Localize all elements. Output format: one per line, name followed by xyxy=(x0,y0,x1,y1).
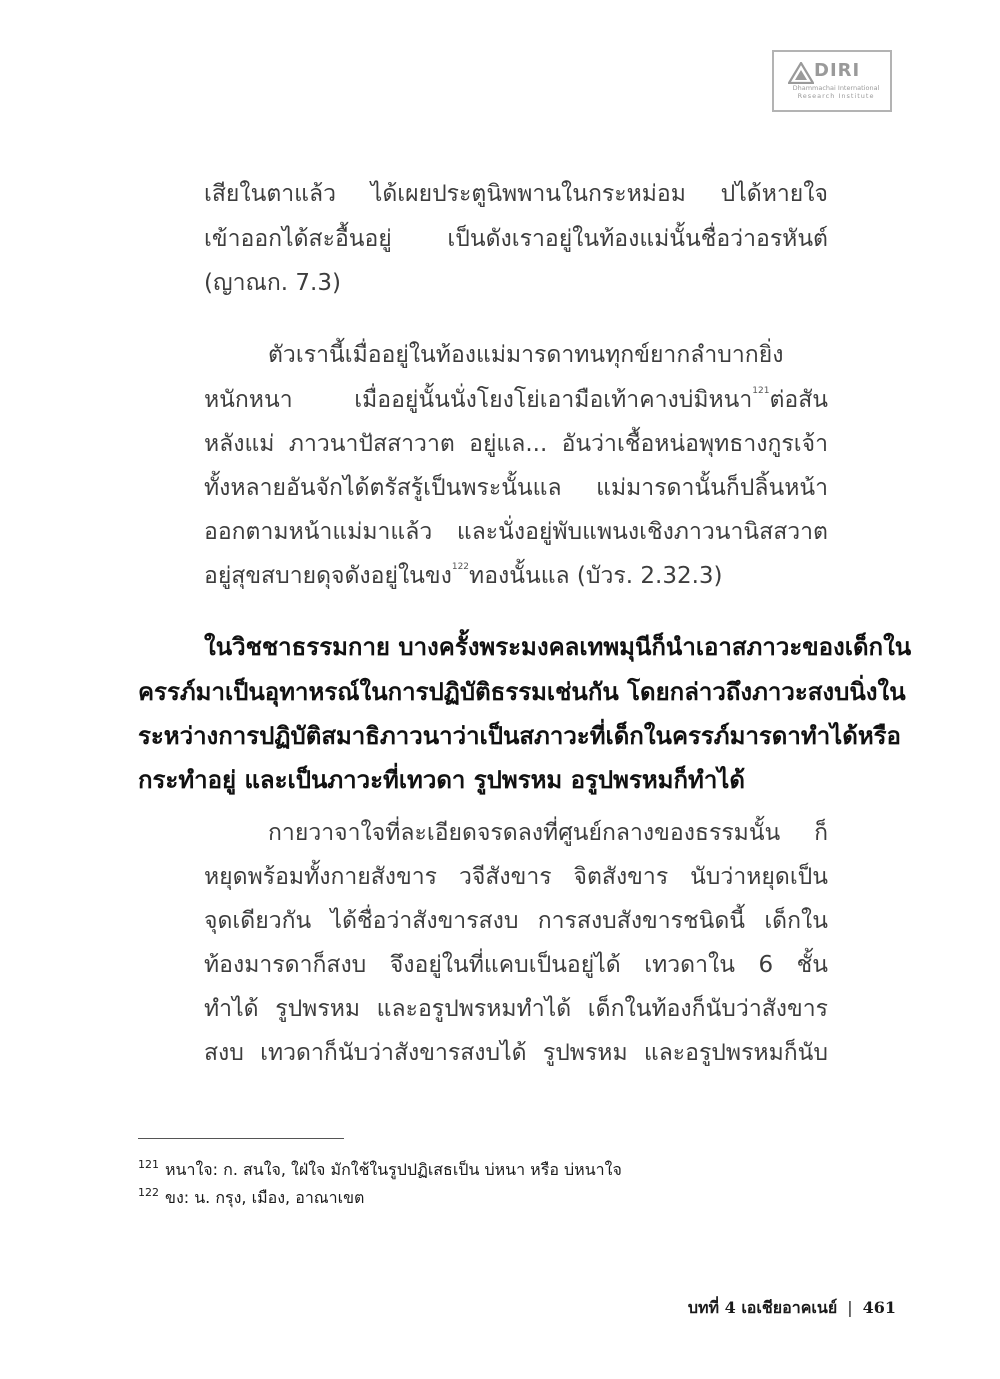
diri-logo xyxy=(772,50,892,112)
logo-subtitle-line2: Research Institute xyxy=(797,92,875,100)
footnote-ref-122: 122 xyxy=(451,562,470,572)
quote3-line-2: หยุดพร้อมทั้งกายสังขาร วจีสังขาร จิตสังขาร นับว่าหยุดเป็น xyxy=(204,864,828,890)
footnote-number: 121 xyxy=(138,1158,159,1171)
quote3-line-3: จุดเดียวกัน ได้ชื่อว่าสังขารสงบ การสงบสังขารชนิดนี้ เด็กใน xyxy=(204,908,828,934)
body-line-4: กระทำอยู่ และเป็นภาวะที่เทวดา รูปพรหม อรูปพรหมก็ทำได้ xyxy=(138,766,745,794)
footnote-121 xyxy=(138,1158,622,1183)
quote2-line-2: หนักหนา เมื่ออยู่นั้นนั่งโยงโย่เอามือเท้าคางบ่มิหนา$^{121}$ต่อสัน xyxy=(204,386,828,413)
page-footer xyxy=(688,1296,896,1321)
footnote-text: หนาใจ: ก. สนใจ, ใฝ่ใจ มักใช้ในรูปปฏิเสธเป็น บ่หนา หรือ บ่หนาใจ xyxy=(165,1160,622,1179)
quote2-line-4: ทั้งหลายอันจักได้ตรัสรู้เป็นพระนั้นแล แม่มารดานั้นก็ปลิ้นหน้า xyxy=(204,475,828,501)
body-line-3: ระหว่างการปฏิบัติสมาธิภาวนาว่าเป็นสภาวะที่เด็กในครรภ์มารดาทำได้หรือ xyxy=(138,722,901,750)
footnote-divider xyxy=(138,1138,344,1139)
body-line-1: ในวิชชาธรรมกาย บางครั้งพระมงคลเทพมุนีก็นำเอาสภาวะของเด็กใน xyxy=(204,633,912,661)
footnote-text: ขง: น. กรุง, เมือง, อาณาเขต xyxy=(165,1188,365,1207)
body-line-2: ครรภ์มาเป็นอุทาหรณ์ในการปฏิบัติธรรมเช่นกัน โดยกล่าวถึงภาวะสงบนิ่งใน xyxy=(138,678,906,706)
footnote-122 xyxy=(138,1186,364,1211)
chapter-title: บทที่ 4 เอเชียอาคเนย์ xyxy=(687,1298,838,1317)
logo-subtitle-line1: Dhammachai International xyxy=(792,84,880,92)
footer-separator: | xyxy=(847,1298,853,1317)
logo-title: DIRI xyxy=(814,60,861,81)
quote1-line-3: (ญาณก. 7.3) xyxy=(204,270,341,296)
triangle-logo-icon xyxy=(788,62,814,84)
page-number: 461 xyxy=(862,1298,896,1317)
quote1-line-1: เสียในตาแล้ว ได้เผยประตูนิพพานในกระหม่อม ปได้หายใจ xyxy=(204,181,828,207)
footnote-number: 122 xyxy=(138,1186,159,1199)
quote1-line-2: เข้าออกได้สะอื้นอยู่ เป็นดังเราอยู่ในท้องแม่นั้นชื่อว่าอรหันต์ xyxy=(204,226,828,252)
quote3-line-1: กายวาจาใจที่ละเอียดจรดลงที่ศูนย์กลางของธรรมนั้น ก็ xyxy=(268,820,828,846)
quote2-line-3: หลังแม่ ภาวนาปัสสาวาต อยู่แล... อันว่าเชื้อหน่อพุทธางกูรเจ้า xyxy=(204,431,828,457)
footnote-ref-121: 121 xyxy=(752,386,770,396)
quote3-line-4: ท้องมารดาก็สงบ จึงอยู่ในที่แคบเป็นอยู่ได้ เทวดาใน 6 ชั้น xyxy=(204,952,828,978)
quote2-line-1: ตัวเรานี้เมื่ออยู่ในท้องแม่มารดาทนทุกข์ยากลำบากยิ่ง xyxy=(268,342,784,368)
quote3-line-5: ทำได้ รูปพรหม และอรูปพรหมทำได้ เด็กในท้องก็นับว่าสังขาร xyxy=(204,996,828,1022)
quote2-line-6: อยู่สุขสบายดุจดังอยู่ในขง$^{122}$ทองนั้นแล (บัวร. 2.32.3) xyxy=(204,562,723,589)
quote2-line-5: ออกตามหน้าแม่มาแล้ว และนั่งอยู่พับแพนงเชิงภาวนานิสสวาต xyxy=(204,519,828,545)
quote3-line-6: สงบ เทวดาก็นับว่าสังขารสงบได้ รูปพรหม และอรูปพรหมก็นับ xyxy=(204,1040,828,1066)
